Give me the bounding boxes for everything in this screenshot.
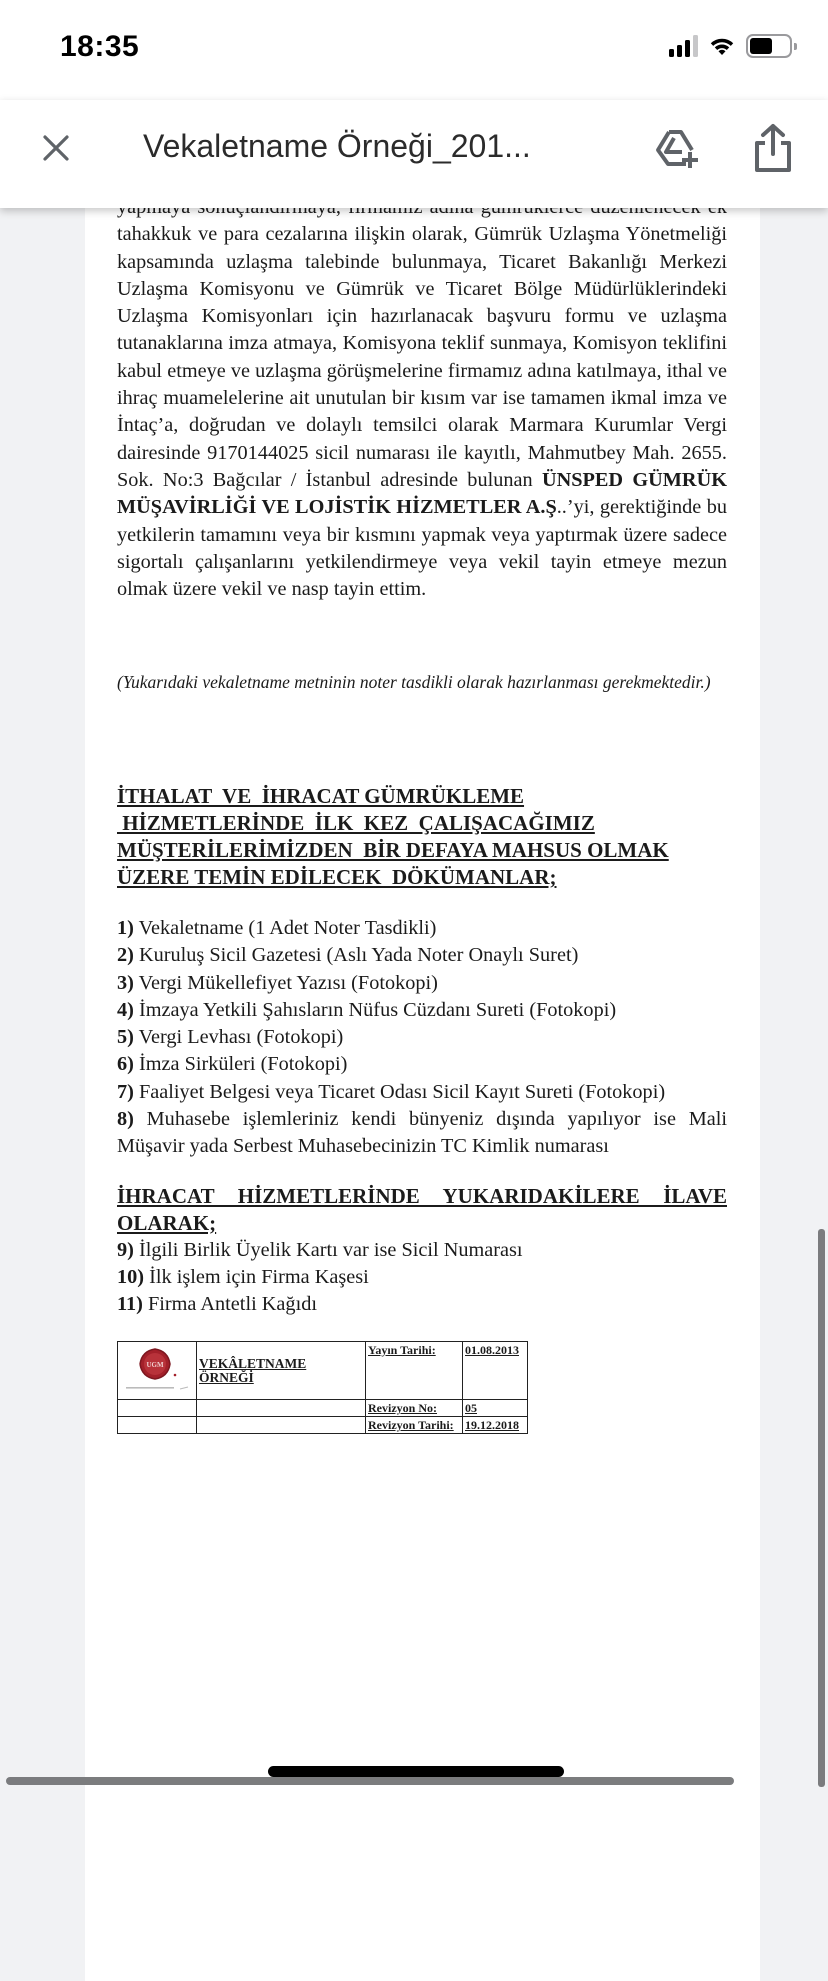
paragraph-tail: ..’yi, gerektiğinde bu yetkilerin tamamını veya bir kısmını yapmak veya yaptırmak üzere sadece sigortalı çalışanlarını yetkilendirmeye veya vekil tayin etmeye mezun olmak üzere vekil ve nasp tayin ettim. bbox=[117, 496, 728, 601]
list-item: 2) Kuruluş Sicil Gazetesi (Aslı Yada Noter Onaylı Suret) bbox=[117, 944, 579, 967]
list-item: 7) Faaliyet Belgesi veya Ticaret Odası Sicil Kayıt Sureti (Fotokopi) bbox=[117, 1080, 666, 1103]
company-seal-logo-icon bbox=[120, 1343, 194, 1395]
table-row bbox=[118, 1342, 528, 1400]
company-name: ÜNSPED GÜMRÜK MÜŞAVİRLİĞİ VE LOJİSTİK HİZMETLER A.Ş bbox=[117, 468, 727, 519]
table-row bbox=[118, 1417, 528, 1434]
label-cell: Yayın Tarihi: bbox=[366, 1342, 463, 1400]
viewer-toolbar bbox=[0, 100, 828, 208]
share-icon bbox=[750, 122, 796, 174]
horizontal-scrollbar[interactable] bbox=[6, 1777, 734, 1785]
value-cell: 19.12.2018 bbox=[463, 1417, 528, 1434]
status-bar bbox=[0, 0, 828, 100]
value-cell: 01.08.2013 bbox=[463, 1342, 528, 1400]
list-item: 5) Vergi Levhası (Fotokopi) bbox=[117, 1026, 344, 1049]
close-icon bbox=[42, 134, 70, 162]
documents-heading bbox=[117, 783, 717, 891]
export-heading: İHRACAT HİZMETLERİNDE YUKARIDAKİLERE İLAVE OLARAK; bbox=[117, 1183, 727, 1235]
list-item: 11) Firma Antetli Kağıdı bbox=[117, 1293, 317, 1316]
close-button[interactable] bbox=[38, 130, 74, 166]
heading-line: HİZMETLERİNDE İLK KEZ ÇALIŞACAĞIMIZ bbox=[117, 810, 595, 835]
documents-list bbox=[117, 915, 727, 1161]
export-documents-list bbox=[117, 1237, 727, 1319]
cellular-signal-icon bbox=[669, 35, 698, 57]
logo-cell bbox=[118, 1342, 197, 1400]
table-row bbox=[118, 1400, 528, 1417]
home-indicator[interactable] bbox=[268, 1766, 564, 1777]
status-time: 18:35 bbox=[60, 30, 140, 63]
document-title: Vekaletname Örneği_201... bbox=[143, 128, 531, 164]
list-item: 10) İlk işlem için Firma Kaşesi bbox=[117, 1265, 369, 1288]
list-item: 1) Vekaletname (1 Adet Noter Tasdikli) bbox=[117, 916, 437, 939]
label-cell: Revizyon No: bbox=[366, 1400, 463, 1417]
status-icons bbox=[669, 34, 792, 58]
battery-level bbox=[750, 38, 772, 54]
heading-line: MÜŞTERİLERİMİZDEN BİR DEFAYA MAHSUS OLMAK bbox=[117, 837, 669, 862]
label-cell: Revizyon Tarihi: bbox=[366, 1417, 463, 1434]
document-info-table bbox=[117, 1341, 528, 1434]
heading-line: ÜZERE TEMİN EDİLECEK DÖKÜMANLAR; bbox=[117, 864, 557, 889]
authorization-paragraph bbox=[117, 194, 727, 603]
page-content bbox=[117, 68, 728, 1432]
notary-note: (Yukarıdaki vekaletname metninin noter tasdikli olarak hazırlanması gerekmektedir.) bbox=[117, 672, 711, 693]
value-cell: 05 bbox=[463, 1400, 528, 1417]
heading-line: İTHALAT VE İHRACAT GÜMRÜKLEME bbox=[117, 783, 525, 808]
wifi-icon bbox=[708, 35, 736, 57]
list-item: 9) İlgili Birlik Üyelik Kartı var ise Sicil Numarası bbox=[117, 1238, 523, 1261]
list-item: 4) İmzaya Yetkili Şahısların Nüfus Cüzdanı Sureti (Fotokopi) bbox=[117, 998, 617, 1021]
document-page bbox=[85, 68, 760, 1981]
document-viewer[interactable] bbox=[0, 208, 828, 1792]
share-button[interactable] bbox=[750, 122, 796, 174]
svg-text:UGM: UGM bbox=[146, 1361, 164, 1369]
table-title-cell: VEKÂLETNAME ÖRNEĞİ bbox=[197, 1342, 366, 1400]
list-item: 6) İmza Sirküleri (Fotokopi) bbox=[117, 1053, 348, 1076]
add-to-drive-icon bbox=[652, 124, 702, 174]
add-to-drive-button[interactable] bbox=[652, 124, 702, 174]
list-item: 8) Muhasebe işlemleriniz kendi bünyeniz dışında yapılıyor ise Mali Müşavir yada Serbest Muhasebecinizin TC Kimlik numarası bbox=[117, 1108, 727, 1158]
vertical-scrollbar[interactable] bbox=[818, 1229, 825, 1787]
battery-icon bbox=[746, 34, 792, 58]
list-item: 3) Vergi Mükellefiyet Yazısı (Fotokopi) bbox=[117, 971, 438, 994]
paragraph-text: tahakkuk ve para cezalarına ilişkin olarak, Gümrük Uzlaşma Yönetmeliği kapsamında uzlaşma talebinde bulunmaya, Ticaret Bakanlığı Merkezi Uzlaşma Komisyonu ve Gümrük ve Ticaret Bölge Müdürlüklerindeki Uzlaşma Komisyonları için hazırlanacak başvuru formu ve uzlaşma tutanaklarına imza atmaya, Komisyona teklif sunmaya, Komisyon teklifini kabul etmeye ve uzlaşma görüşmelerine firmamız adına katılmaya, ithal ve ihraç muamelelerine ait unutulan bir kısım var ise tamamen ikmal imza ve İntaç’a, doğrudan ve dolaylı temsilci olarak Marmara Kurumlar Vergi dairesinde 9170144025 sicil numarası ile kayıtlı, Mahmutbey Mah. 2655. Sok. No:3 Bağcılar / İstanbul adresinde bulunan bbox=[117, 223, 727, 491]
